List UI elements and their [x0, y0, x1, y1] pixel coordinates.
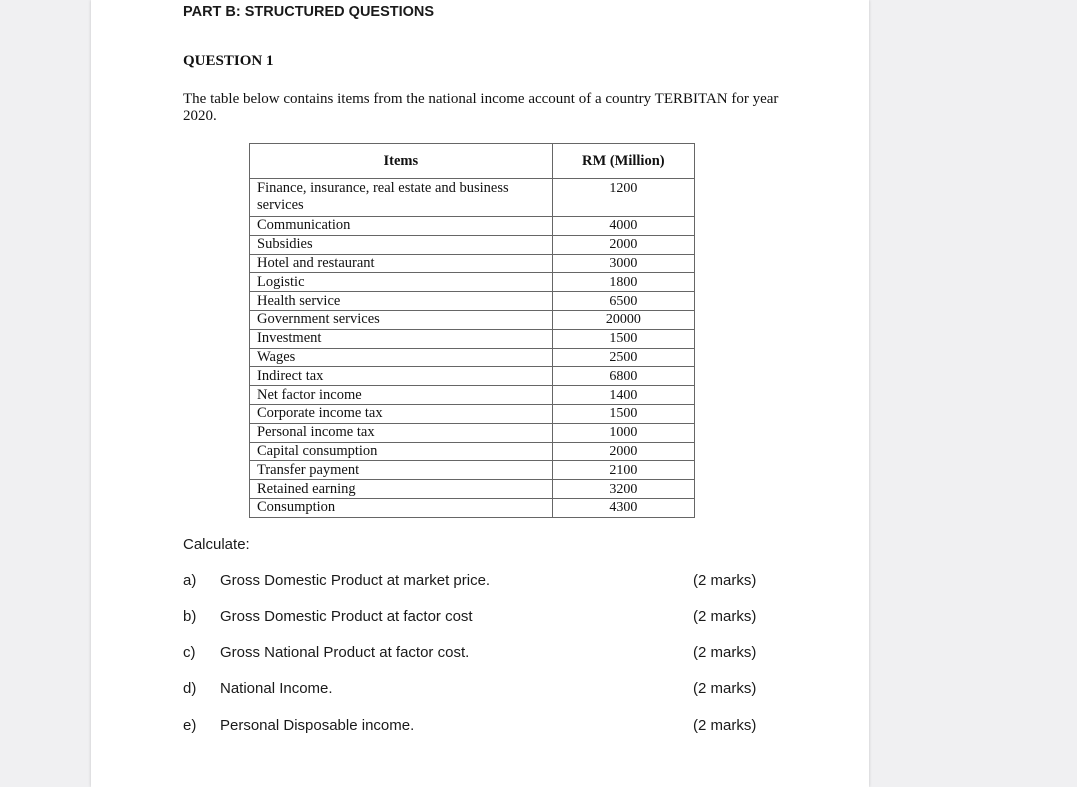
value-cell: 4000	[552, 217, 694, 236]
value-cell: 1400	[552, 386, 694, 405]
item-cell: Health service	[250, 292, 553, 311]
item-cell: Indirect tax	[250, 367, 553, 386]
question-text: Gross National Product at factor cost.	[220, 644, 470, 661]
value-cell: 2000	[552, 235, 694, 254]
table-row	[250, 310, 695, 329]
national-income-table	[249, 143, 695, 518]
calculate-label: Calculate:	[183, 536, 250, 553]
question-letter: a)	[183, 572, 197, 589]
value-cell: 1800	[552, 273, 694, 292]
value-cell: 20000	[552, 310, 694, 329]
question-text: Personal Disposable income.	[220, 717, 415, 734]
item-cell: Communication	[250, 217, 553, 236]
question-marks: (2 marks)	[693, 717, 757, 734]
table-row	[250, 292, 695, 311]
document-page	[91, 0, 869, 787]
value-cell: 2100	[552, 461, 694, 480]
table-row	[250, 367, 695, 386]
item-cell: Subsidies	[250, 235, 553, 254]
item-cell: Hotel and restaurant	[250, 254, 553, 273]
item-cell: Personal income tax	[250, 423, 553, 442]
table-row	[250, 179, 695, 217]
table-row	[250, 423, 695, 442]
item-cell: Government services	[250, 310, 553, 329]
value-cell: 2500	[552, 348, 694, 367]
question-marks: (2 marks)	[693, 680, 757, 697]
table-row	[250, 348, 695, 367]
table-row	[250, 386, 695, 405]
table-row	[250, 329, 695, 348]
item-cell: Logistic	[250, 273, 553, 292]
table-row	[250, 235, 695, 254]
intro-text: The table below contains items from the national income account of a country TERBITAN for year 2020.	[183, 91, 779, 124]
value-column-header: RM (Million)	[552, 144, 694, 179]
table-row	[250, 480, 695, 499]
question-text: National Income.	[220, 680, 333, 697]
question-letter: d)	[183, 680, 197, 697]
value-cell: 6800	[552, 367, 694, 386]
value-cell: 2000	[552, 442, 694, 461]
item-cell: Capital consumption	[250, 442, 553, 461]
question-letter: b)	[183, 608, 197, 625]
question-marks: (2 marks)	[693, 644, 757, 661]
value-cell: 1500	[552, 329, 694, 348]
table-row	[250, 217, 695, 236]
item-cell: Transfer payment	[250, 461, 553, 480]
value-cell: 1200	[552, 179, 694, 217]
question-title: QUESTION 1	[183, 53, 274, 69]
item-cell: Retained earning	[250, 480, 553, 499]
value-cell: 4300	[552, 498, 694, 517]
table-row	[250, 442, 695, 461]
table-row	[250, 498, 695, 517]
question-marks: (2 marks)	[693, 608, 757, 625]
value-cell: 1000	[552, 423, 694, 442]
table-header-row	[250, 144, 695, 179]
question-letter: c)	[183, 644, 196, 661]
value-cell: 3000	[552, 254, 694, 273]
item-cell: Net factor income	[250, 386, 553, 405]
table-row	[250, 254, 695, 273]
table-row	[250, 461, 695, 480]
question-letter: e)	[183, 717, 197, 734]
item-cell: Corporate income tax	[250, 404, 553, 423]
value-cell: 1500	[552, 404, 694, 423]
item-cell: Finance, insurance, real estate and business services	[250, 179, 553, 217]
part-title: PART B: STRUCTURED QUESTIONS	[183, 4, 435, 20]
question-marks: (2 marks)	[693, 572, 757, 589]
item-cell: Investment	[250, 329, 553, 348]
question-text: Gross Domestic Product at factor cost	[220, 608, 473, 625]
question-text: Gross Domestic Product at market price.	[220, 572, 491, 589]
value-cell: 6500	[552, 292, 694, 311]
table-row	[250, 273, 695, 292]
item-cell: Consumption	[250, 498, 553, 517]
items-column-header: Items	[250, 144, 553, 179]
value-cell: 3200	[552, 480, 694, 499]
table-row	[250, 404, 695, 423]
item-cell: Wages	[250, 348, 553, 367]
